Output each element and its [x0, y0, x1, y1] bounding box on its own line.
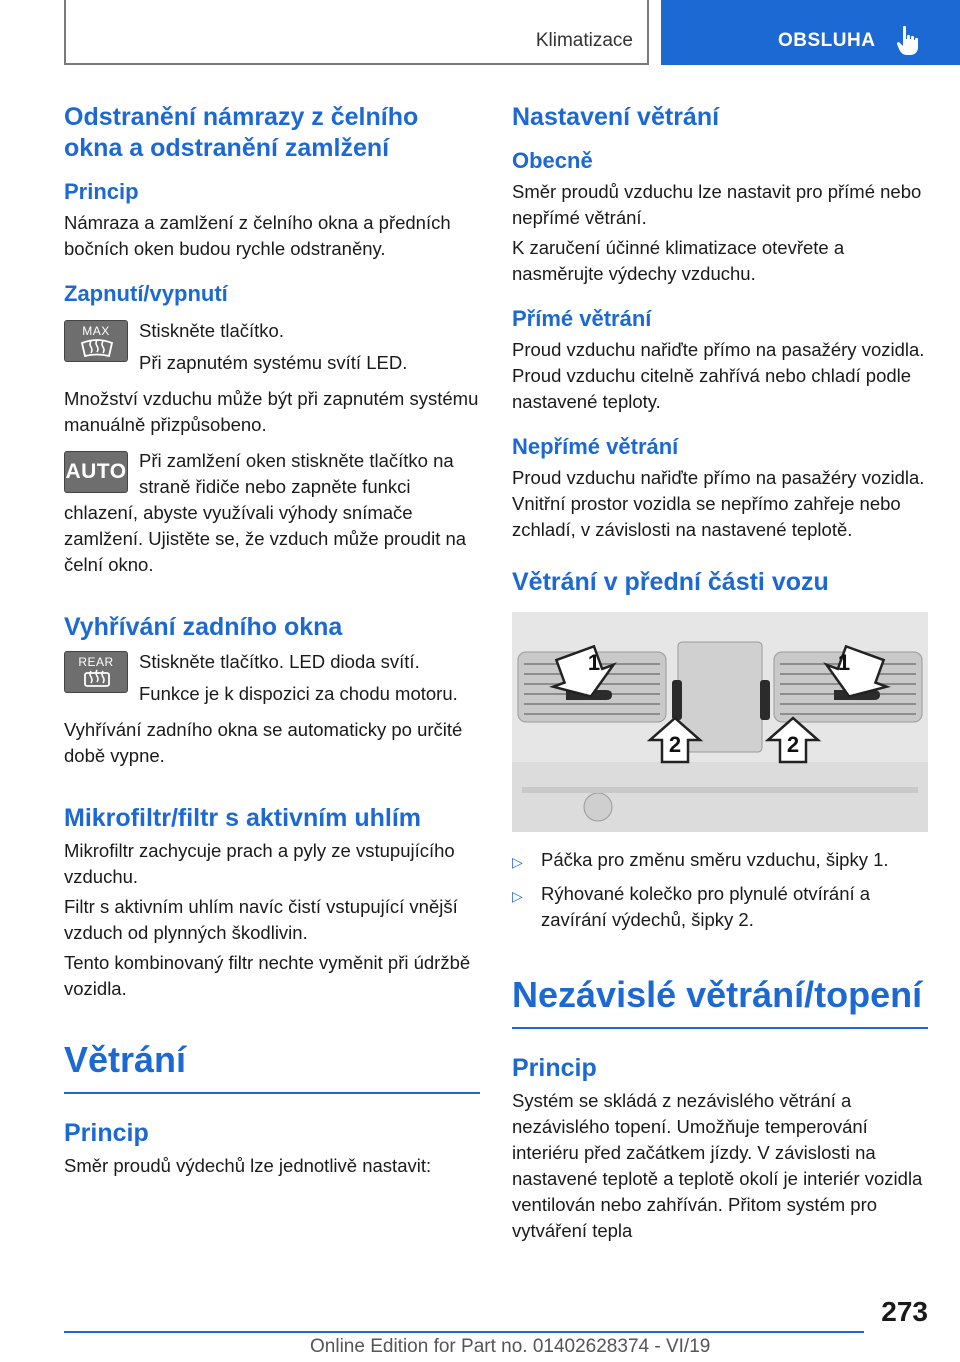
general-heading: Obecně: [512, 148, 593, 173]
rear-line1: Stiskněte tlačítko. LED dioda svítí.: [139, 651, 420, 672]
onoff-line1: Stiskněte tlačítko.: [139, 320, 284, 341]
figure-arrow-2-right: 2: [786, 732, 800, 757]
hand-pointer-icon: [896, 24, 922, 56]
section-tab-label: OBSLUHA: [778, 30, 876, 51]
figure-arrow-1-right: 1: [837, 650, 851, 675]
left-column: [64, 102, 480, 1179]
independent-princip-heading: Princip: [512, 1054, 597, 1082]
setting-title: Nastavení větrání: [512, 103, 720, 131]
rear-line2: Funkce je k dispozici za chodu motoru.: [139, 683, 458, 704]
air-amount-text: Množství vzduchu může být při zapnutém systému manuálně přizpůsobeno.: [64, 388, 479, 435]
princip-heading: Princip: [64, 179, 139, 204]
list-item-text: Rýhované kolečko pro plynulé otvírání a zavírání výdechů, šipky 2.: [541, 883, 871, 930]
defrost-title: Odstranění námrazy z čelního okna a odstranění zamlžení: [64, 103, 419, 162]
filter-p1: Mikrofiltr zachycuje prach a pyly ze vstupujícího vzduchu.: [64, 840, 455, 887]
independent-vent-title: Nezávislé větrání/topení: [512, 973, 928, 1029]
max-defrost-block: [64, 318, 480, 382]
footer-divider: [64, 1331, 864, 1333]
indirect-text: Proud vzduchu nařiďte přímo na pasažéry vozidla. Vnitřní prostor vozidla se nepřímo zahřeje nebo zchladí, v závislosti na nastavené teplotě.: [512, 467, 925, 540]
rear-auto-off-text: Vyhřívání zadního okna se automaticky po určité době vypne.: [64, 719, 463, 766]
direct-text: Proud vzduchu nařiďte přímo na pasažéry vozidla. Proud vzduchu citelně zahřívá nebo chladí podle nastavené teploty.: [512, 339, 925, 412]
onoff-heading: Zapnutí/vypnutí: [64, 281, 228, 306]
chapter-title: Klimatizace: [535, 30, 633, 51]
triangle-bullet-icon: ▷: [512, 854, 523, 870]
dashboard-vents-figure: [512, 612, 928, 832]
filter-title: Mikrofiltr/filtr s aktivním uhlím: [64, 804, 421, 832]
list-item: [512, 881, 928, 933]
figure-arrow-2-left: 2: [668, 732, 682, 757]
page-number: 273: [881, 1296, 928, 1327]
princip-text: Námraza a zamlžení z čelního okna a předních bočních oken budou rychle odstraněny.: [64, 212, 451, 259]
front-vent-title: Větrání v přední části vozu: [512, 568, 829, 596]
figure-arrow-1-left: 1: [587, 650, 601, 675]
onoff-line2: Při zapnutém systému svítí LED.: [139, 352, 408, 373]
vent-princip-heading: Princip: [64, 1119, 149, 1147]
max-defrost-button-icon: [64, 320, 128, 362]
list-item: [512, 847, 928, 875]
filter-p2: Filtr s aktivním uhlím navíc čistí vstupující vnější vzduch od plynných škodlivin.: [64, 896, 458, 943]
right-column: [512, 102, 928, 1244]
filter-p3: Tento kombinovaný filtr nechte vyměnit při údržbě vozidla.: [64, 952, 471, 999]
list-item-text: Páčka pro změnu směru vzduchu, šipky 1.: [541, 849, 889, 870]
independent-text: Systém se skládá z nezávislého větrání a nezávislého topení. Umožňuje temperování interiéru před začátkem jízdy. V závislosti na nastavené teplotě a teplotě okolí je interiér vozidla ventilován nebo zahříván. Přitom systém pro vytváření tepla: [512, 1090, 923, 1241]
header-chapter-box: [64, 0, 649, 65]
vent-controls-list: [512, 847, 928, 933]
auto-block: [64, 448, 480, 578]
rear-defrost-button-icon: [64, 651, 128, 693]
direct-heading: Přímé větrání: [512, 306, 652, 331]
windshield-heat-icon: [65, 321, 129, 363]
section-tab[interactable]: [661, 0, 960, 65]
edition-text: Online Edition for Part no. 01402628374 - VI/19: [310, 1336, 711, 1357]
rear-window-heat-icon: [65, 652, 129, 694]
triangle-bullet-icon: ▷: [512, 888, 523, 904]
rear-label: REAR: [78, 655, 114, 669]
max-label: MAX: [82, 324, 110, 338]
general-p1: Směr proudů vzduchu lze nastavit pro přímé nebo nepřímé větrání.: [512, 181, 922, 228]
rear-window-title: Vyhřívání zadního okna: [64, 613, 343, 641]
general-p2: K zaručení účinné klimatizace otevřete a nasměrujte výdechy vzduchu.: [512, 237, 845, 284]
auto-button-icon: AUTO: [64, 451, 128, 493]
indirect-heading: Nepřímé větrání: [512, 434, 679, 459]
rear-defrost-block: [64, 649, 480, 713]
vent-title: Větrání: [64, 1038, 480, 1094]
vent-text: Směr proudů výdechů lze jednotlivě nastavit:: [64, 1155, 432, 1176]
auto-text: Při zamlžení oken stiskněte tlačítko na straně řidiče nebo zapněte funkci chlazení, abyste využívali výhody snímače zamlžení. Ujistěte se, že vzduch může proudit na čelní okno.: [64, 450, 467, 575]
